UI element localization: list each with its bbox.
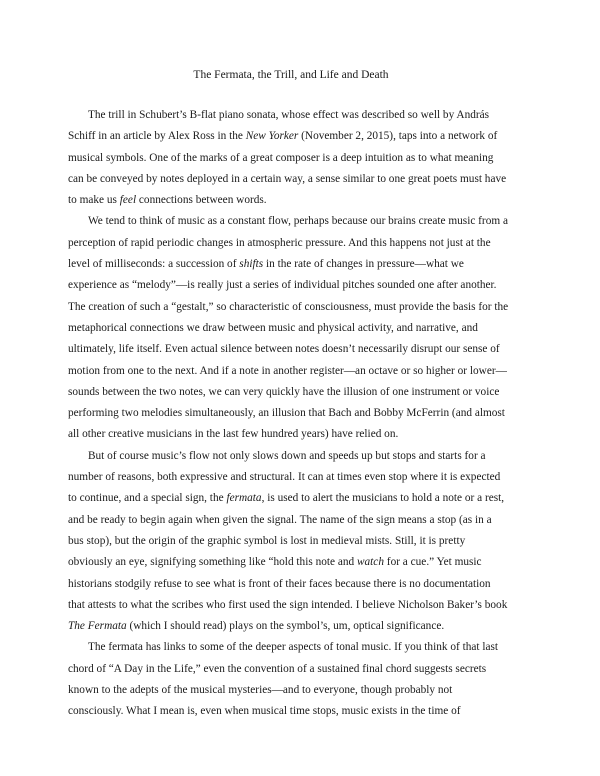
text-run: consciously. What I mean is, even when musical time stops, music exists in the time of <box>68 705 461 718</box>
text-run: experience as “melody”—is really just a series of individual pitches sounded one after another. <box>68 279 497 292</box>
italic-text: fermata <box>226 492 262 505</box>
text-run: The fermata has links to some of the deeper aspects of tonal music. If you think of that last <box>88 641 499 654</box>
text-line <box>68 531 514 552</box>
text-line <box>68 637 514 658</box>
paragraph <box>68 446 514 638</box>
text-line <box>68 275 514 296</box>
text-run: number of reasons, both expressive and structural. It can at times even stop where it is expected <box>68 471 501 484</box>
text-run: musical symbols. One of the marks of a great composer is a deep intuition as to what meaning <box>68 151 494 164</box>
text-run: to make us <box>68 194 120 207</box>
text-line <box>68 446 514 467</box>
text-line <box>68 126 514 147</box>
text-run: perception of rapid periodic changes in atmospheric pressure. And this happens not just at the <box>68 236 491 249</box>
text-run: The creation of such a “gestalt,” so characteristic of consciousness, must provide the basis for the <box>68 300 509 313</box>
text-line <box>68 169 514 190</box>
paragraph <box>68 637 514 722</box>
text-line <box>68 488 514 509</box>
text-run: all other creative musicians in the last few hundred years) have relied on. <box>68 428 399 441</box>
text-run: The trill in Schubert’s B-flat piano sonata, whose effect was described so well by András <box>88 109 490 121</box>
text-line <box>68 616 514 637</box>
text-line <box>68 403 514 424</box>
text-line <box>68 148 514 169</box>
text-line <box>68 574 514 595</box>
text-line <box>68 361 514 382</box>
text-line <box>68 254 514 275</box>
text-run: (which I should read) plays on the symbol’s, um, optical significance. <box>126 620 445 633</box>
text-line <box>68 382 514 403</box>
text-line <box>68 105 514 126</box>
text-line <box>68 659 514 680</box>
text-run: bus stop), but the origin of the graphic symbol is lost in medieval mists. Still, it is pretty <box>68 534 466 547</box>
text-line <box>68 318 514 339</box>
italic-text: watch <box>356 556 384 569</box>
text-run: (November 2, 2015), taps into a network of <box>298 130 498 143</box>
italic-text: The Fermata <box>68 620 127 633</box>
italic-text: shifts <box>239 258 264 271</box>
text-run: But of course music’s flow not only slows down and speeds up but stops and starts for a <box>88 449 486 462</box>
paragraph <box>68 211 514 445</box>
text-run: We tend to think of music as a constant flow, perhaps because our brains create music from a <box>88 215 508 228</box>
text-run: ultimately, life itself. Even actual silence between notes doesn’t necessarily disrupt our sense of <box>68 343 500 356</box>
text-line <box>68 467 514 488</box>
text-line <box>68 552 514 573</box>
text-run: sounds between the two notes, we can very quickly have the illusion of one instrument or voice <box>68 385 500 398</box>
text-line <box>68 680 514 701</box>
text-run: Schiff in an article by Alex Ross in the <box>68 130 246 143</box>
text-line <box>68 701 514 722</box>
text-run: to continue, and a special sign, the <box>68 492 227 505</box>
text-run: can be conveyed by notes deployed in a certain way, a sense similar to one great poets must have <box>68 172 507 185</box>
text-line <box>68 297 514 318</box>
text-line <box>68 211 514 232</box>
text-line <box>68 595 514 616</box>
text-run: motion from one to the next. And if a note in another register—an octave or so higher or lower— <box>68 364 507 377</box>
document-title: The Fermata, the Trill, and Life and Death <box>193 69 389 81</box>
text-run: metaphorical connections we draw between music and physical activity, and narrative, and <box>68 321 478 334</box>
text-run: in the rate of changes in pressure—what we <box>263 258 464 271</box>
text-run: level of milliseconds: a succession of <box>68 258 240 271</box>
text-line <box>68 233 514 254</box>
text-run: that attests to what the scribes who first used the sign intended. I believe Nicholson Baker’s book <box>68 598 508 611</box>
text-run: historians stodgily refuse to see what is front of their faces because there is no documentation <box>68 577 491 590</box>
text-line <box>68 510 514 531</box>
text-line <box>68 424 514 445</box>
text-run: , is used to alert the musicians to hold a note or a rest, <box>261 492 505 505</box>
text-run: connections between words. <box>136 194 267 207</box>
text-run: performing two melodies simultaneously, an illusion that Bach and Bobby McFerrin (and almost <box>68 407 505 420</box>
italic-text: feel <box>119 194 137 207</box>
italic-text: New Yorker <box>245 130 299 143</box>
text-run: known to the adepts of the musical mysteries—and to everyone, though probably not <box>68 684 453 697</box>
text-line <box>68 339 514 360</box>
text-run: for a cue.” Yet music <box>383 556 482 569</box>
paragraph <box>68 105 514 211</box>
document-body <box>68 105 514 723</box>
text-line <box>68 190 514 211</box>
text-run: and be ready to begin again when given the signal. The name of the sign means a stop (as in a <box>68 513 492 526</box>
text-run: chord of “A Day in the Life,” even the convention of a sustained final chord suggests secrets <box>68 662 487 675</box>
text-run: obviously an eye, signifying something like “hold this note and <box>68 556 357 569</box>
